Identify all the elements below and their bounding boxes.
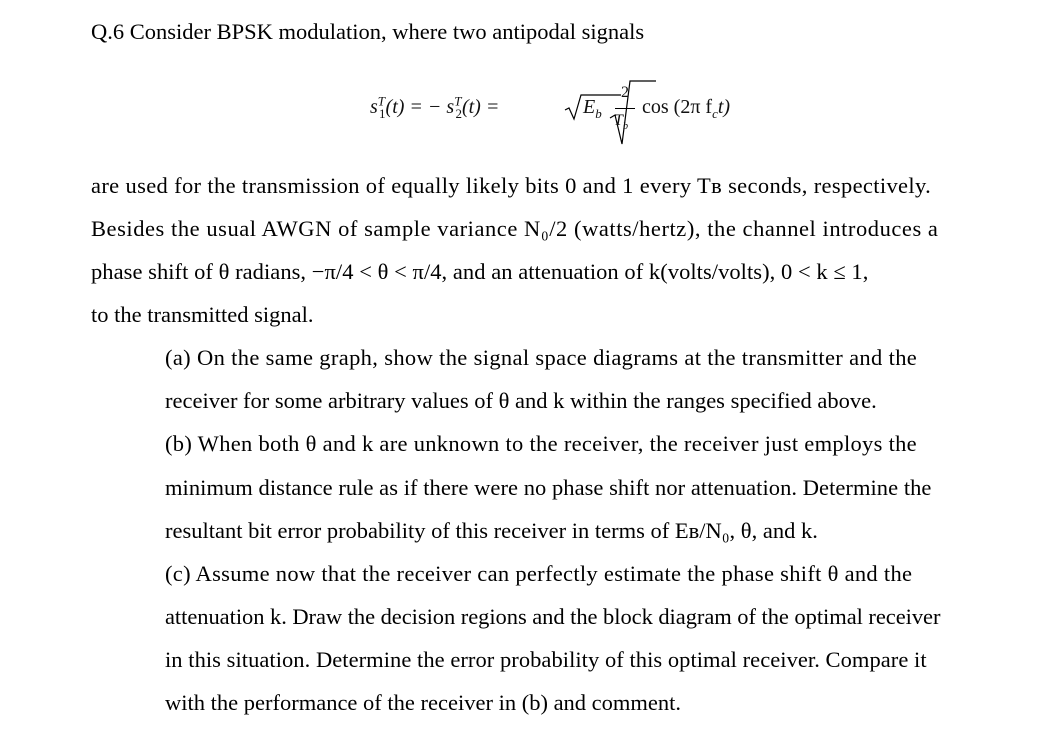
part-b-line-1: (b) When both θ and k are unknown to the receiver, the receiver just employs the [165, 431, 917, 456]
part-a-line-2: receiver for some arbitrary values of θ and k within the ranges specified above. [165, 388, 877, 413]
part-a-line-1: (a) On the same graph, show the signal space diagrams at the transmitter and the [165, 345, 918, 370]
part-c-line-3: in this situation. Determine the error probability of this optimal receiver. Compare it [165, 647, 927, 672]
question-heading: Q.6 Consider BPSK modulation, where two antipodal signals [91, 19, 645, 44]
body-line-2: Besides the usual AWGN of sample variance N₀/2 (watts/hertz), the channel introduces a [91, 216, 939, 241]
part-b-line-3: resultant bit error probability of this receiver in terms of Eʙ/N₀, θ, and k. [165, 518, 818, 543]
body-line-4: to the transmitted signal. [91, 302, 314, 327]
equation-lhs: $s^T_1(t)$ = − $s^T_2(t)$ = [370, 93, 500, 121]
fraction-denominator: $T_b$ [614, 112, 629, 133]
part-c-line-4: with the performance of the receiver in (b) and comment. [165, 690, 682, 715]
cosine-term: cos (2π $f_ct$) [642, 96, 731, 121]
part-b-line-2: minimum distance rule as if there were no phase shift nor attenuation. Determine the [165, 475, 932, 500]
fraction-numerator: 2 [621, 84, 629, 101]
sqrt-eb-term: $E_b$ [583, 96, 602, 121]
part-c-line-2: attenuation k. Draw the decision regions and the block diagram of the optimal receiver [165, 604, 941, 629]
fraction-bar [615, 108, 635, 109]
body-line-3: phase shift of θ radians, −π/4 < θ < π/4, and an attenuation of k(volts/volts), 0 < k ≤ 1, [91, 259, 869, 284]
body-line-1: are used for the transmission of equally likely bits 0 and 1 every Tʙ seconds, respectively. [91, 173, 932, 198]
part-c-line-1: (c) Assume now that the receiver can perfectly estimate the phase shift θ and the [165, 561, 913, 586]
